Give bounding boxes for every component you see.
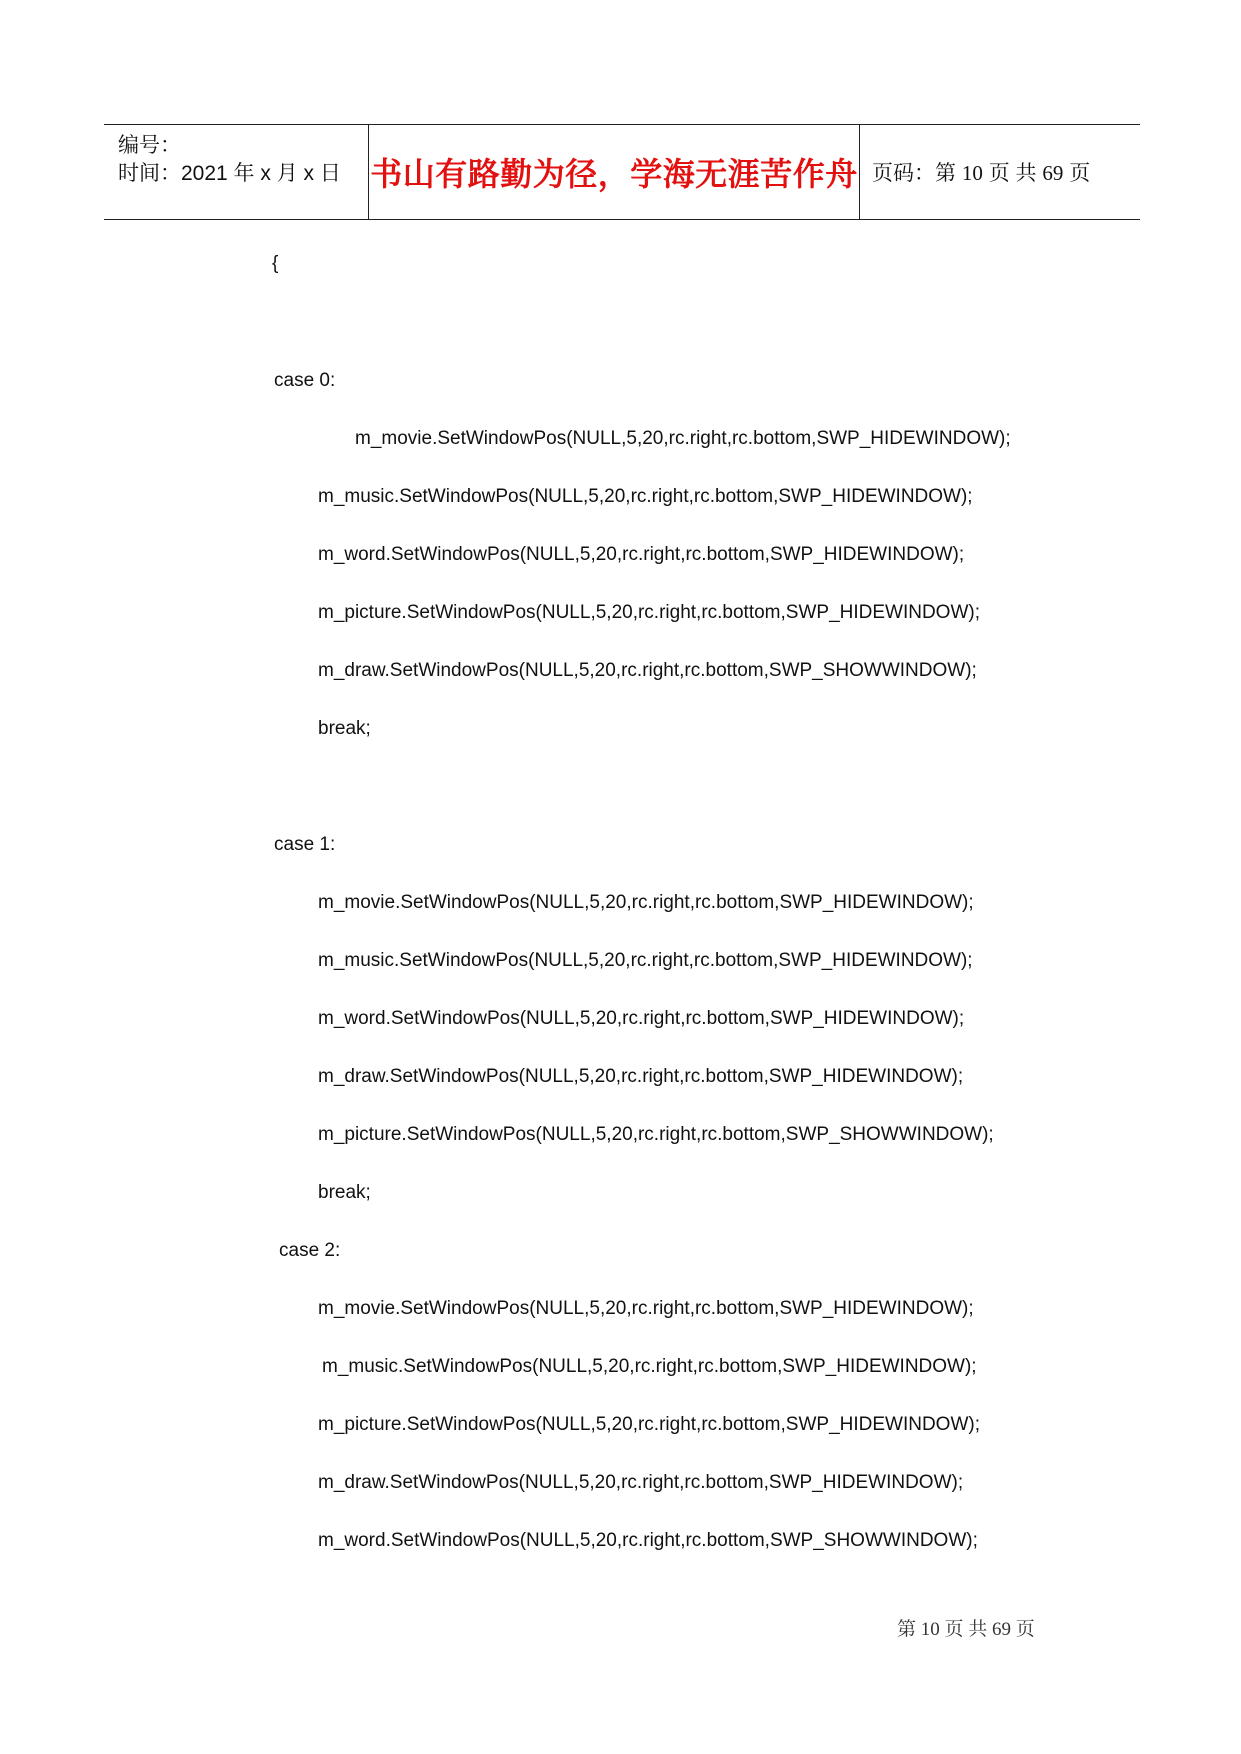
- page-info-prefix: 页码：第: [872, 162, 956, 185]
- page-total: 69: [1042, 161, 1064, 185]
- code-line: break;: [318, 1182, 371, 1203]
- code-line: m_music.SetWindowPos(NULL,5,20,rc.right,rc.bottom,SWP_HIDEWINDOW);: [318, 950, 973, 971]
- page-current: 10: [961, 161, 983, 185]
- code-line: m_movie.SetWindowPos(NULL,5,20,rc.right,rc.bottom,SWP_HIDEWINDOW);: [318, 892, 974, 913]
- time-label: 时间：2021 年 x 月 x 日: [118, 162, 341, 185]
- code-line: case 2:: [279, 1240, 341, 1261]
- page-header: [104, 124, 1140, 220]
- page-footer: 第 10 页 共 69 页: [897, 1619, 1035, 1640]
- code-line: m_picture.SetWindowPos(NULL,5,20,rc.right,rc.bottom,SWP_SHOWWINDOW);: [318, 1124, 994, 1145]
- page-info-suffix: 页: [1069, 162, 1091, 185]
- code-line: case 1:: [274, 834, 336, 855]
- code-line: {: [272, 253, 279, 274]
- code-line: m_movie.SetWindowPos(NULL,5,20,rc.right,rc.bottom,SWP_HIDEWINDOW);: [355, 428, 1011, 449]
- code-line: m_picture.SetWindowPos(NULL,5,20,rc.right,rc.bottom,SWP_HIDEWINDOW);: [318, 602, 981, 623]
- code-line: m_movie.SetWindowPos(NULL,5,20,rc.right,rc.bottom,SWP_HIDEWINDOW);: [318, 1298, 974, 1319]
- code-line: m_word.SetWindowPos(NULL,5,20,rc.right,rc.bottom,SWP_HIDEWINDOW);: [318, 1008, 965, 1029]
- code-line: m_music.SetWindowPos(NULL,5,20,rc.right,rc.bottom,SWP_HIDEWINDOW);: [318, 486, 973, 507]
- code-line: m_draw.SetWindowPos(NULL,5,20,rc.right,rc.bottom,SWP_HIDEWINDOW);: [318, 1066, 964, 1087]
- header-meta-cell: [104, 125, 369, 219]
- page-info: [872, 157, 1090, 187]
- motto-text: 书山有路勤为径，学海无涯苦作舟: [370, 155, 858, 193]
- code-line: m_draw.SetWindowPos(NULL,5,20,rc.right,rc.bottom,SWP_SHOWWINDOW);: [318, 660, 977, 681]
- page-info-mid: 页 共: [988, 162, 1037, 185]
- code-line: m_music.SetWindowPos(NULL,5,20,rc.right,rc.bottom,SWP_HIDEWINDOW);: [322, 1356, 977, 1377]
- header-page-cell: [860, 125, 1140, 219]
- code-line: m_picture.SetWindowPos(NULL,5,20,rc.right,rc.bottom,SWP_HIDEWINDOW);: [318, 1414, 981, 1435]
- code-line: m_word.SetWindowPos(NULL,5,20,rc.right,rc.bottom,SWP_HIDEWINDOW);: [318, 544, 965, 565]
- header-motto-cell: [369, 125, 860, 219]
- code-line: m_draw.SetWindowPos(NULL,5,20,rc.right,rc.bottom,SWP_HIDEWINDOW);: [318, 1472, 964, 1493]
- code-line: break;: [318, 718, 371, 739]
- code-line: case 0:: [274, 370, 336, 391]
- code-line: m_word.SetWindowPos(NULL,5,20,rc.right,rc.bottom,SWP_SHOWWINDOW);: [318, 1530, 978, 1551]
- serial-label: 编号：: [118, 134, 181, 157]
